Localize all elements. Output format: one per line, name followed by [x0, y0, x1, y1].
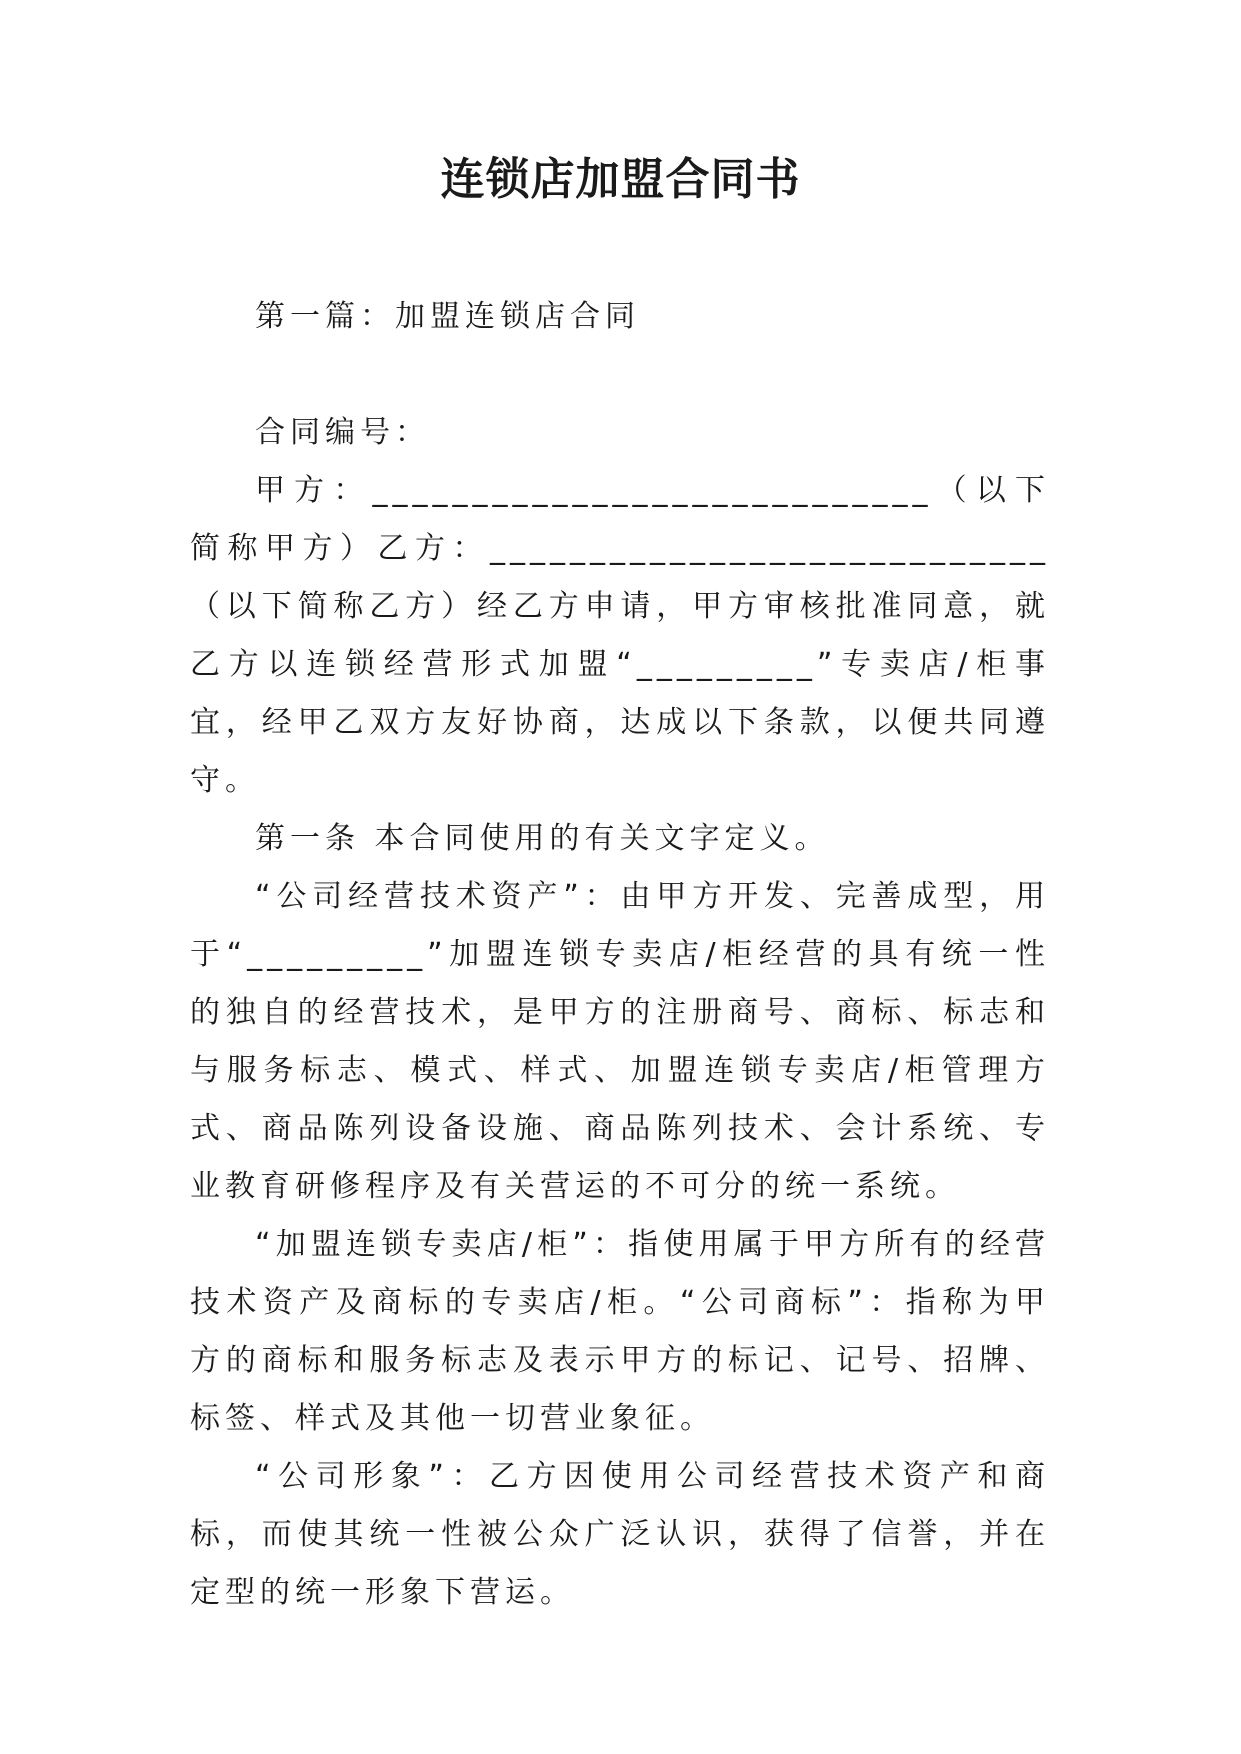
parties-paragraph: 甲方：____________________________（以下简称甲方）乙方：____________________________（以下简称乙方）经乙方申请，甲方审核批准同意，就乙方以连锁经营形式加盟“_________”专卖店/柜事宜，经甲乙双方友好协商，达成以下条款，以便共同遵守。 [190, 473, 1050, 798]
definition-technical-assets: “公司经营技术资产”：由甲方开发、完善成型，用于“_________”加盟连锁专卖店/柜经营的具有统一性的独自的经营技术，是甲方的注册商号、商标、标志和与服务标志、模式、样式、加盟连锁专卖店/柜管理方式、商品陈列设备设施、商品陈列技术、会计系统、专业教育研修程序及有关营运的不可分的统一系统。 [190, 879, 1050, 1204]
contract-number-line: 合同编号： [255, 415, 430, 450]
document-body [190, 288, 1050, 1622]
document-title: 连锁店加盟合同书 [440, 154, 801, 205]
section-heading: 第一篇：加盟连锁店合同 [255, 299, 640, 334]
definition-company-image: “公司形象”：乙方因使用公司经营技术资产和商标，而使其统一性被公众广泛认识，获得了信誉，并在定型的统一形象下营运。 [190, 1459, 1050, 1610]
article-one-heading: 第一条 本合同使用的有关文字定义。 [255, 821, 830, 856]
definition-franchise-store: “加盟连锁专卖店/柜”：指使用属于甲方所有的经营技术资产及商标的专卖店/柜。“公司商标”：指称为甲方的商标和服务标志及表示甲方的标记、记号、招牌、标签、样式及其他一切营业象征。 [190, 1227, 1050, 1436]
